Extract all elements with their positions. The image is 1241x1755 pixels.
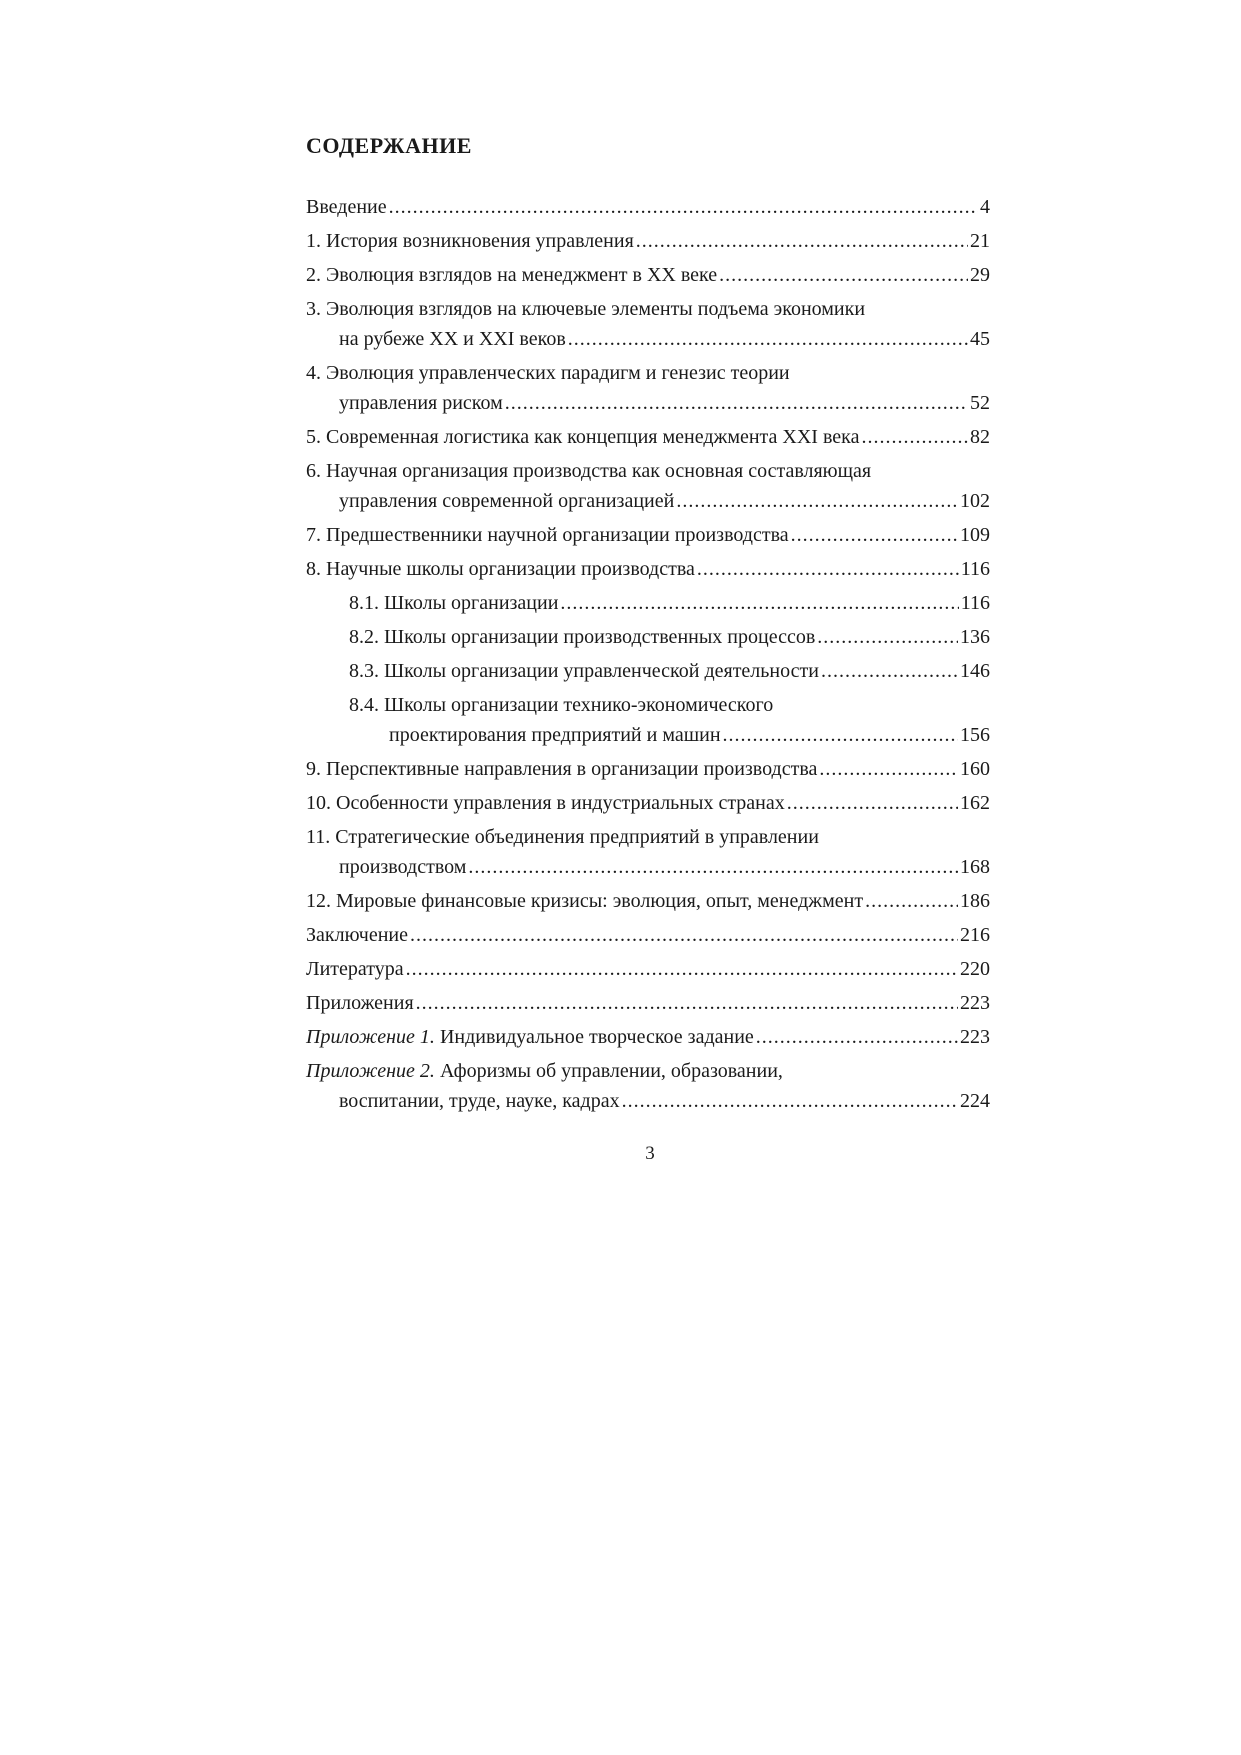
dot-leader [410, 920, 958, 950]
toc-entry-title: управления современной организацией [339, 490, 675, 512]
dot-leader [697, 554, 959, 584]
toc-page-number: 116 [960, 592, 990, 614]
toc-entry-title: 1. История возникновения управления [306, 230, 634, 252]
dot-leader [676, 486, 958, 516]
toc-entry-title: 8. Научные школы организации производства [306, 558, 695, 580]
toc-entry[interactable] [306, 1056, 990, 1116]
toc-entry[interactable] [306, 192, 990, 222]
dot-leader [416, 988, 958, 1018]
dot-leader [821, 656, 958, 686]
toc-entry-title: проектирования предприятий и машин [389, 724, 721, 746]
toc-entry[interactable] [306, 422, 990, 452]
toc-page-number: 4 [980, 196, 990, 218]
toc-entry[interactable] [306, 988, 990, 1018]
toc-subentry[interactable] [306, 690, 990, 750]
dot-leader [636, 226, 968, 256]
toc-entry[interactable] [306, 754, 990, 784]
toc-entry[interactable] [306, 358, 990, 418]
toc-entry-title: 8.2. Школы организации производственных процессов [349, 626, 816, 648]
dot-leader [865, 886, 958, 916]
dot-leader [861, 422, 968, 452]
toc-entry[interactable] [306, 920, 990, 950]
appendix-label: Приложение 1. [306, 1026, 435, 1048]
appendix-label: Приложение 2. [306, 1060, 435, 1082]
toc-page-number: 156 [960, 724, 990, 746]
toc-entry-title: воспитании, труде, науке, кадрах [339, 1090, 620, 1112]
toc-entry-title: на рубеже XX и XXI веков [339, 328, 566, 350]
toc-entry[interactable] [306, 554, 990, 584]
toc-entry-title: 2. Эволюция взглядов на менеджмент в XX веке [306, 264, 718, 286]
toc-entry-title: Приложения [306, 992, 414, 1014]
dot-leader [756, 1022, 958, 1052]
toc-subentry[interactable] [306, 622, 990, 652]
toc-entry-title: Индивидуальное творческое задание [434, 1026, 754, 1048]
dot-leader [560, 588, 958, 618]
toc-page-number: 160 [960, 758, 990, 780]
toc-entry[interactable] [306, 822, 990, 882]
toc-page-number: 220 [960, 958, 990, 980]
toc-page-number: 216 [960, 924, 990, 946]
dot-leader [719, 260, 968, 290]
toc-entry-title-line: 6. Научная организация производства как основная составляющая [306, 460, 872, 482]
dot-leader [817, 622, 958, 652]
toc-page-number: 223 [960, 1026, 990, 1048]
toc-entry-title-line: 8.4. Школы организации технико-экономического [349, 694, 774, 716]
toc-page-number: 162 [960, 792, 990, 814]
toc-page-number: 109 [960, 524, 990, 546]
toc-page-number: 116 [960, 558, 990, 580]
toc-page-number: 146 [960, 660, 990, 682]
toc-entry[interactable] [306, 520, 990, 550]
toc-entry-title-line: Афоризмы об управлении, образовании, [434, 1060, 783, 1082]
toc-page-number: 45 [970, 328, 990, 350]
dot-leader [406, 954, 958, 984]
dot-leader [791, 520, 958, 550]
dot-leader [389, 192, 978, 222]
toc-page-number: 224 [960, 1090, 990, 1112]
toc-page-number: 52 [970, 392, 990, 414]
toc-entry[interactable] [306, 260, 990, 290]
toc-subentry[interactable] [306, 588, 990, 618]
dot-leader [787, 788, 958, 818]
dot-leader [723, 720, 958, 750]
dot-leader [468, 852, 958, 882]
dot-leader [568, 324, 968, 354]
toc-page-number: 223 [960, 992, 990, 1014]
toc-entry-title: 10. Особенности управления в индустриальных странах [306, 792, 785, 814]
toc-page-number: 82 [970, 426, 990, 448]
toc-entry-title: 8.3. Школы организации управленческой деятельности [349, 660, 819, 682]
toc-page-number: 29 [970, 264, 990, 286]
toc-entry[interactable] [306, 456, 990, 516]
toc-page-number: 21 [970, 230, 990, 252]
toc-entry[interactable] [306, 294, 990, 354]
page-number: 3 [645, 1143, 655, 1164]
toc-entry[interactable] [306, 1022, 990, 1052]
toc-page-number: 168 [960, 856, 990, 878]
toc-entry-title: производством [339, 856, 467, 878]
toc-entry-title: управления риском [339, 392, 503, 414]
toc-entry-title: 7. Предшественники научной организации производства [306, 524, 789, 546]
dot-leader [819, 754, 958, 784]
toc-entry[interactable] [306, 788, 990, 818]
toc-entry-title: 12. Мировые финансовые кризисы: эволюция, опыт, менеджмент [306, 890, 864, 912]
toc-entry[interactable] [306, 886, 990, 916]
toc-entry-title: 5. Современная логистика как концепция менеджмента XXI века [306, 426, 860, 448]
toc-page-number: 136 [960, 626, 990, 648]
toc-entry-title: 8.1. Школы организации [349, 592, 559, 614]
toc-entry-title-line: 3. Эволюция взглядов на ключевые элементы подъема экономики [306, 298, 866, 320]
dot-leader [622, 1086, 958, 1116]
toc-entry-title: 9. Перспективные направления в организации производства [306, 758, 818, 780]
toc-entry[interactable] [306, 226, 990, 256]
toc-subentry[interactable] [306, 656, 990, 686]
toc-entry-title: Заключение [306, 924, 408, 946]
toc-page-number: 102 [960, 490, 990, 512]
page-title: СОДЕРЖАНИЕ [306, 133, 472, 158]
toc-page-number: 186 [960, 890, 990, 912]
toc-entry-title: Введение [306, 196, 387, 218]
dot-leader [505, 388, 968, 418]
toc-entry-title-line: 4. Эволюция управленческих парадигм и генезис теории [306, 362, 790, 384]
toc-entry-title-line: 11. Стратегические объединения предприятий в управлении [306, 826, 819, 848]
toc-entry[interactable] [306, 954, 990, 984]
toc-entry-title: Литература [306, 958, 404, 980]
table-of-contents [306, 192, 990, 1120]
